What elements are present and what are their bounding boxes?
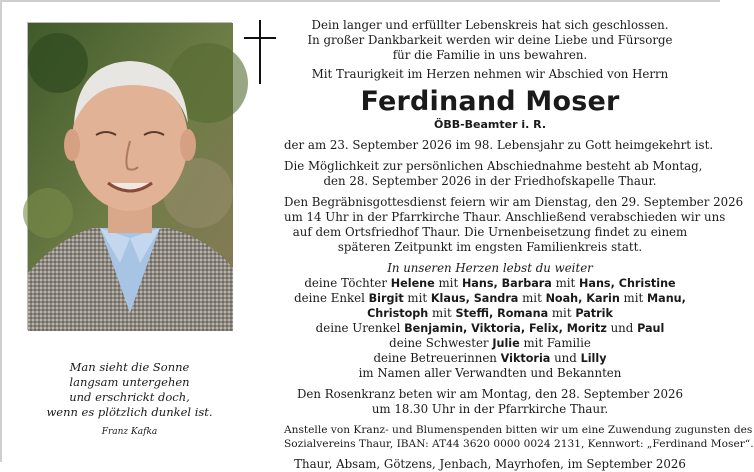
places-line: Thaur, Absam, Götzens, Jenbach, Mayrhofen, im September 2026 <box>294 457 686 471</box>
family-line-grandchildren: deine Enkel Birgit mit Klaus, Sandra mit Noah, Karin mit Manu, <box>294 291 686 305</box>
quote-line: Man sieht die Sonne <box>69 360 190 374</box>
cross-icon <box>244 20 276 84</box>
intro-line: für die Familie in uns bewahren. <box>392 48 588 62</box>
family-line-relatives: im Namen aller Verwandten und Bekannten <box>358 366 622 380</box>
quote-line: langsam untergehen <box>69 375 190 389</box>
farewell-line: Mit Traurigkeit im Herzen nehmen wir Abschied von Herrn <box>311 67 669 81</box>
rosary-line: Den Rosenkranz beten wir am Montag, den 28. September 2026 <box>296 387 684 401</box>
intro-line: Dein langer und erfüllter Lebenskreis hat sich geschlossen. <box>311 18 669 32</box>
quote-author: Franz Kafka <box>101 427 158 437</box>
intro-line: In großer Dankbarkeit werden wir deine Liebe und Fürsorge <box>307 33 673 47</box>
family-line-grandchildren-cont: Christoph mit Steffi, Romana mit Patrik <box>367 306 613 320</box>
family-line-carers: deine Betreuerinnen Viktoria und Lilly <box>373 351 607 365</box>
portrait-photo <box>27 22 232 330</box>
kafka-quote <box>27 360 232 420</box>
family-line-daughters: deine Töchter Helene mit Hans, Barbara mit Hans, Christine <box>304 276 676 290</box>
portrait-illustration <box>28 23 233 331</box>
quote-line: und erschrickt doch, <box>69 390 190 404</box>
family-line-great-grandchildren: deine Urenkel Benjamin, Viktoria, Felix, Moritz und Paul <box>315 321 665 335</box>
funeral-line: auf dem Ortsfriedhof Thaur. Die Urnenbeisetzung findet zu einem <box>292 225 688 239</box>
viewing-line: den 28. September 2026 in der Friedhofskapelle Thaur. <box>323 174 657 188</box>
deceased-name: Ferdinand Moser <box>360 86 620 117</box>
funeral-line: späteren Zeitpunkt im engsten Familienkreis statt. <box>337 240 643 254</box>
donation-line: Sozialvereins Thaur, IBAN: AT44 3620 0000 0024 2131, Kennwort: „Ferdinand Moser“. <box>284 438 754 450</box>
donation-line: Anstelle von Kranz- und Blumenspenden bitten wir um eine Zuwendung zugunsten des <box>284 424 753 436</box>
deceased-title: ÖBB-Beamter i. R. <box>433 118 547 131</box>
family-line-sister: deine Schwester Julie mit Familie <box>389 336 591 350</box>
funeral-line: Den Begräbnisgottesdienst feiern wir am Dienstag, den 29. September 2026 <box>284 195 744 209</box>
quote-line: wenn es plötzlich dunkel ist. <box>46 405 213 419</box>
viewing-line: Die Möglichkeit zur persönlichen Abschiednahme besteht ab Montag, <box>284 159 703 173</box>
obituary-text <box>284 18 754 472</box>
death-notice: der am 23. September 2026 im 98. Lebensjahr zu Gott heimgekehrt ist. <box>284 138 714 152</box>
funeral-line: um 14 Uhr in der Pfarrkirche Thaur. Anschließend verabschieden wir uns <box>284 210 726 224</box>
family-heading: In unseren Herzen lebst du weiter <box>387 261 593 275</box>
rosary-line: um 18.30 Uhr in der Pfarrkirche Thaur. <box>371 402 609 416</box>
